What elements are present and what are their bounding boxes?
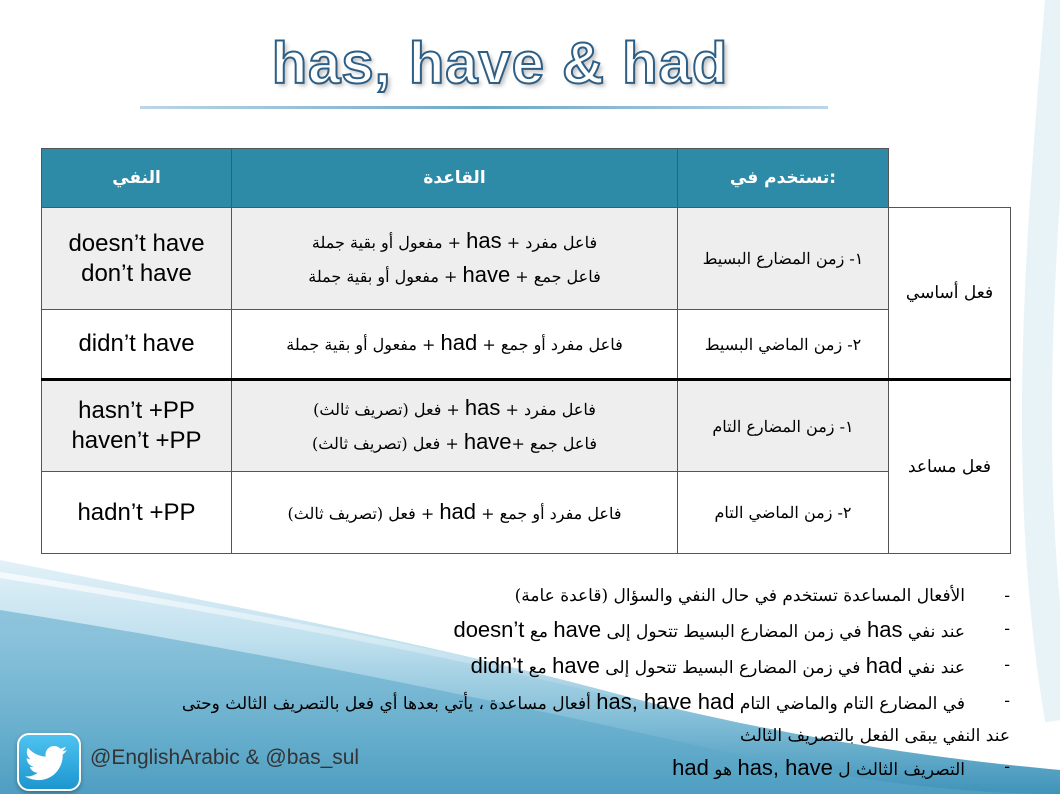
page-title: has, have & had [271,31,729,96]
rule-line: فاعل مفرد + has + فعل (تصريف ثالث) [313,395,596,420]
rule-cell [232,472,678,554]
table-row [42,380,1011,472]
table-header-row [42,149,1011,208]
list-item-continuation: عند النفي يبقى الفعل بالتصريف الثالث [740,726,1010,746]
list-item: - عند نفي has في زمن المضارع البسيط تتحول إلى have مع doesn’t [453,617,1010,642]
table-row [42,208,1011,310]
negation-cell [42,208,232,310]
list-item: - عند نفي had في زمن المضارع البسيط تتحول إلى have مع didn’t [470,653,1010,678]
used-in-cell: ٢- زمن الماضي البسيط [678,310,889,380]
list-item: - في المضارع التام والماضي التام has, have had أفعال مساعدة ، يأتي بعدها أي فعل بالتصريف الثالث وحتى [181,689,1010,714]
list-item: - الأفعال المساعدة تستخدم في حال النفي والسؤال (قاعدة عامة) [514,586,1010,606]
category-aux-verb: فعل مساعد [889,380,1011,554]
header-used-in: تستخدم في: [678,149,889,208]
grammar-table [41,148,1011,554]
used-in-cell: ٢- زمن الماضي التام [678,472,889,554]
used-in-cell: ١- زمن المضارع التام [678,380,889,472]
negation-cell [42,310,232,380]
negation-text: haven’t +PP [71,427,202,454]
negation-text: doesn’t have [68,229,205,257]
negation-cell [42,472,232,554]
negation-text: hadn’t +PP [77,498,196,526]
rule-cell [232,310,678,380]
rule-line: فاعل مفرد أو جمع + had + فعل (تصريف ثالث) [287,498,622,524]
title-underline [140,106,828,109]
rule-line: فاعل جمع + have + مفعول أو بقية جملة [308,261,601,287]
header-negation: النفي [42,149,232,208]
negation-text: don’t have [81,259,192,287]
negation-text: hasn’t +PP [78,397,195,424]
list-item: - التصريف الثالث ل has, have هو had [672,755,1010,780]
rule-line: فاعل مفرد أو جمع + had + مفعول أو بقية جملة [286,330,623,355]
rule-cell [232,380,678,472]
twitter-bird-icon [17,733,81,791]
rule-line: فاعل مفرد + has + مفعول أو بقية جملة [311,227,598,253]
rule-cell [232,208,678,310]
rule-line: فاعل جمع +have + فعل (تصريف ثالث) [312,429,597,454]
table-row [42,472,1011,554]
category-main-verb: فعل أساسي [889,208,1011,380]
footer-handle: @EnglishArabic & @bas_sul [90,746,360,769]
header-rule: القاعدة [232,149,678,208]
header-blank [889,149,1011,208]
negation-text: didn’t have [78,330,195,357]
used-in-cell: ١- زمن المضارع البسيط [678,208,889,310]
table-row [42,310,1011,380]
negation-cell [42,380,232,472]
